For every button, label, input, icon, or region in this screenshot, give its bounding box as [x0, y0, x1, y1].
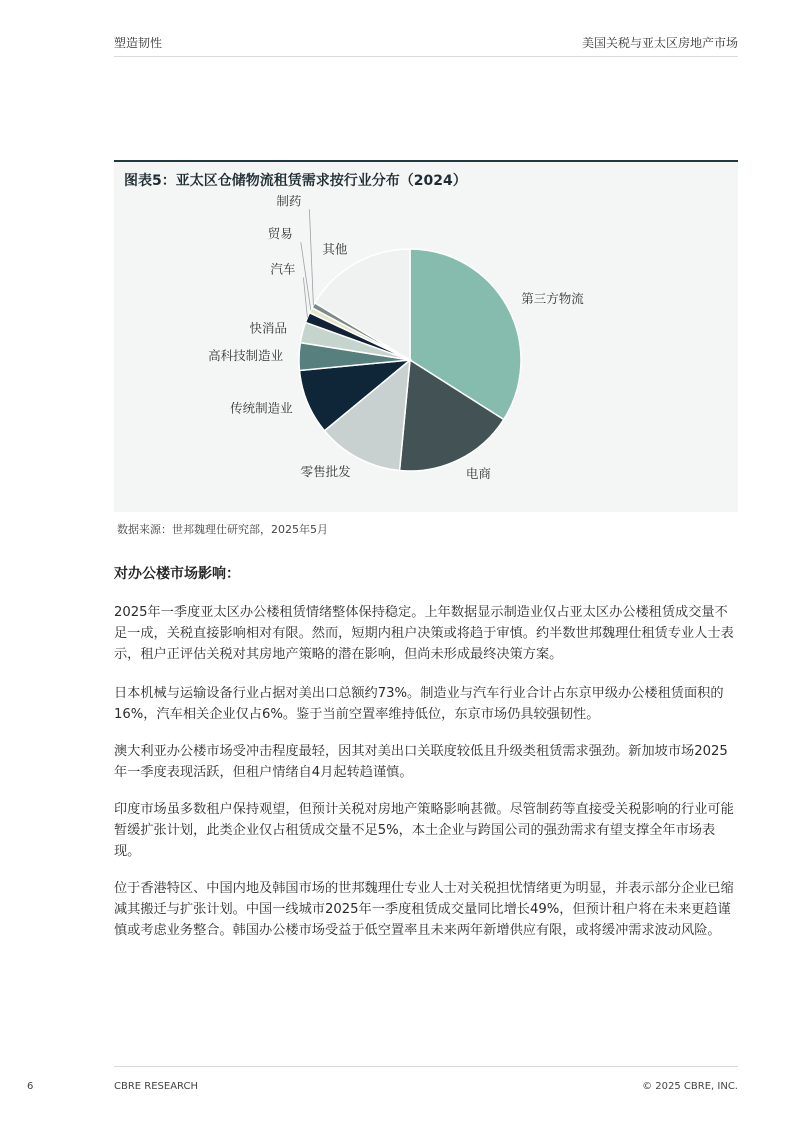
paragraph-2: 日本机械与运输设备行业占据对美出口总额约73%。制造业与汽车行业合计占东京甲级办公楼租赁面积的16%，汽车相关企业仅占6%。鉴于当前空置率维持低位，东京市场仍具较强韧性。	[114, 686, 724, 722]
pie-chart	[114, 162, 738, 512]
page-number: 6	[27, 1081, 34, 1092]
slice-label: 第三方物流	[521, 290, 584, 306]
slice-label: 快消品	[249, 320, 287, 336]
chart-source: 数据来源：世邦魏理仕研究部，2025年5月	[117, 523, 328, 536]
slice-label: 电商	[465, 466, 491, 481]
paragraph-4: 印度市场虽多数租户保持观望，但预计关税对房地产策略影响甚微。尽管制药等直接受关税影响的行业可能暂缓扩张计划，此类企业仅占租赁成交量不足5%，本土企业与跨国公司的强劲需求有望支撑全年市场表现。	[114, 802, 734, 859]
slice-label: 高科技制造业	[208, 348, 284, 363]
slice-label: 传统制造业	[230, 400, 293, 416]
header-report-title: 美国关税与亚太区房地产市场	[581, 36, 738, 50]
footer-brand: CBRE RESEARCH	[114, 1081, 199, 1092]
leader-line	[309, 209, 313, 305]
footer-divider	[114, 1066, 738, 1067]
slice-label: 汽车	[270, 261, 296, 277]
section-title: 对办公楼市场影响：	[114, 566, 240, 582]
slice-label: 贸易	[267, 226, 293, 242]
header-divider	[114, 56, 738, 57]
chart-title: 图表5：亚太区仓储物流租赁需求按行业分布（2024）	[124, 173, 467, 189]
header-section-title: 塑造韧性	[114, 36, 163, 50]
paragraph-3: 澳大利亚办公楼市场受冲击程度最轻，因其对美出口关联度较低且升级类租赁需求强劲。新加坡市场2025年一季度表现活跃，但租户情绪自4月起转趋谨慎。	[114, 744, 728, 780]
footer-copyright: © 2025 CBRE, INC.	[642, 1081, 738, 1092]
slice-label: 零售批发	[300, 464, 351, 480]
slice-label: 制药	[276, 193, 302, 209]
paragraph-1: 2025年一季度亚太区办公楼租赁情绪整体保持稳定。上年数据显示制造业仅占亚太区办公楼租赁成交量不足一成，关税直接影响相对有限。然而，短期内租户决策或将趋于审慎。约半数世邦魏理仕租赁专业人士表示，租户正评估关税对其房地产策略的潜在影响，但尚未形成最终决策方案。	[114, 605, 734, 662]
chart-panel	[114, 160, 738, 512]
paragraph-5: 位于香港特区、中国内地及韩国市场的世邦魏理仕专业人士对关税担忧情绪更为明显，并表示部分企业已缩减其搬迁与扩张计划。中国一线城市2025年一季度租赁成交量同比增长49%，但预计租户将在未来更趋谨慎或考虑业务整合。韩国办公楼市场受益于低空置率且未来两年新增供应有限，或将缓冲需求波动风险。	[114, 881, 734, 938]
slice-label: 其他	[322, 241, 348, 257]
